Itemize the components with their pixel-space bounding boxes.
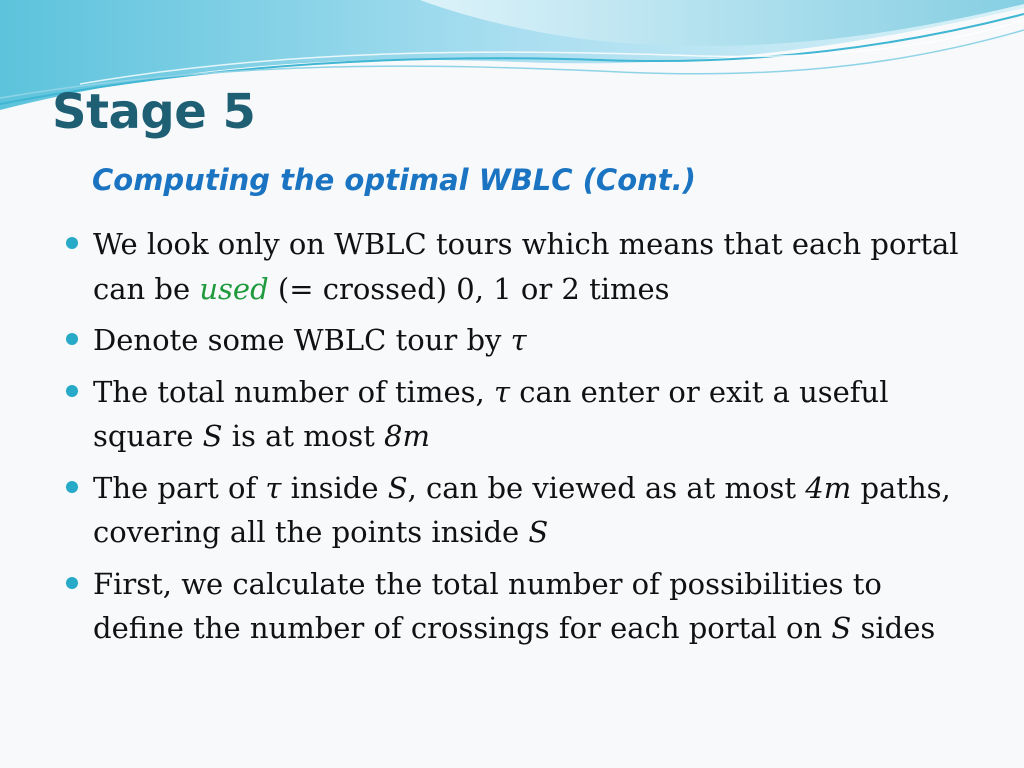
bullet-dot-icon bbox=[66, 481, 78, 493]
bullet-item-4: The part of τ inside S, can be viewed as at most 4m paths, covering all the points inside S bbox=[66, 466, 966, 555]
bullet-list bbox=[66, 222, 966, 658]
tau-symbol: τ bbox=[510, 323, 527, 357]
s-symbol: S bbox=[831, 611, 852, 645]
used-highlight: used bbox=[199, 271, 269, 306]
bullet-dot-icon bbox=[66, 237, 78, 249]
bullet-dot-icon bbox=[66, 577, 78, 589]
m-term: 4m bbox=[805, 470, 852, 505]
bullet-item-5: First, we calculate the total number of possibilities to define the number of crossings for each portal on S sides bbox=[66, 562, 966, 651]
m-term: 8m bbox=[384, 419, 430, 453]
bullet-item-3: The total number of times, τ can enter or exit a useful square S is at most 8m bbox=[66, 370, 966, 459]
tau-symbol: τ bbox=[493, 374, 510, 409]
bullet-item-2: Denote some WBLC tour by τ bbox=[66, 318, 966, 363]
slide-title: Stage 5 bbox=[52, 84, 256, 140]
tau-symbol: τ bbox=[265, 470, 282, 505]
bullet-dot-icon bbox=[66, 333, 78, 345]
s-symbol: S bbox=[202, 419, 223, 453]
s-symbol: S bbox=[387, 470, 408, 505]
bullet-item-1: We look only on WBLC tours which means that each portal can be used (= crossed) 0, 1 or 2 times bbox=[66, 222, 966, 311]
slide-subtitle: Computing the optimal WBLC (Cont.) bbox=[92, 163, 696, 197]
bullet-dot-icon bbox=[66, 385, 78, 397]
s-symbol: S bbox=[528, 515, 549, 549]
